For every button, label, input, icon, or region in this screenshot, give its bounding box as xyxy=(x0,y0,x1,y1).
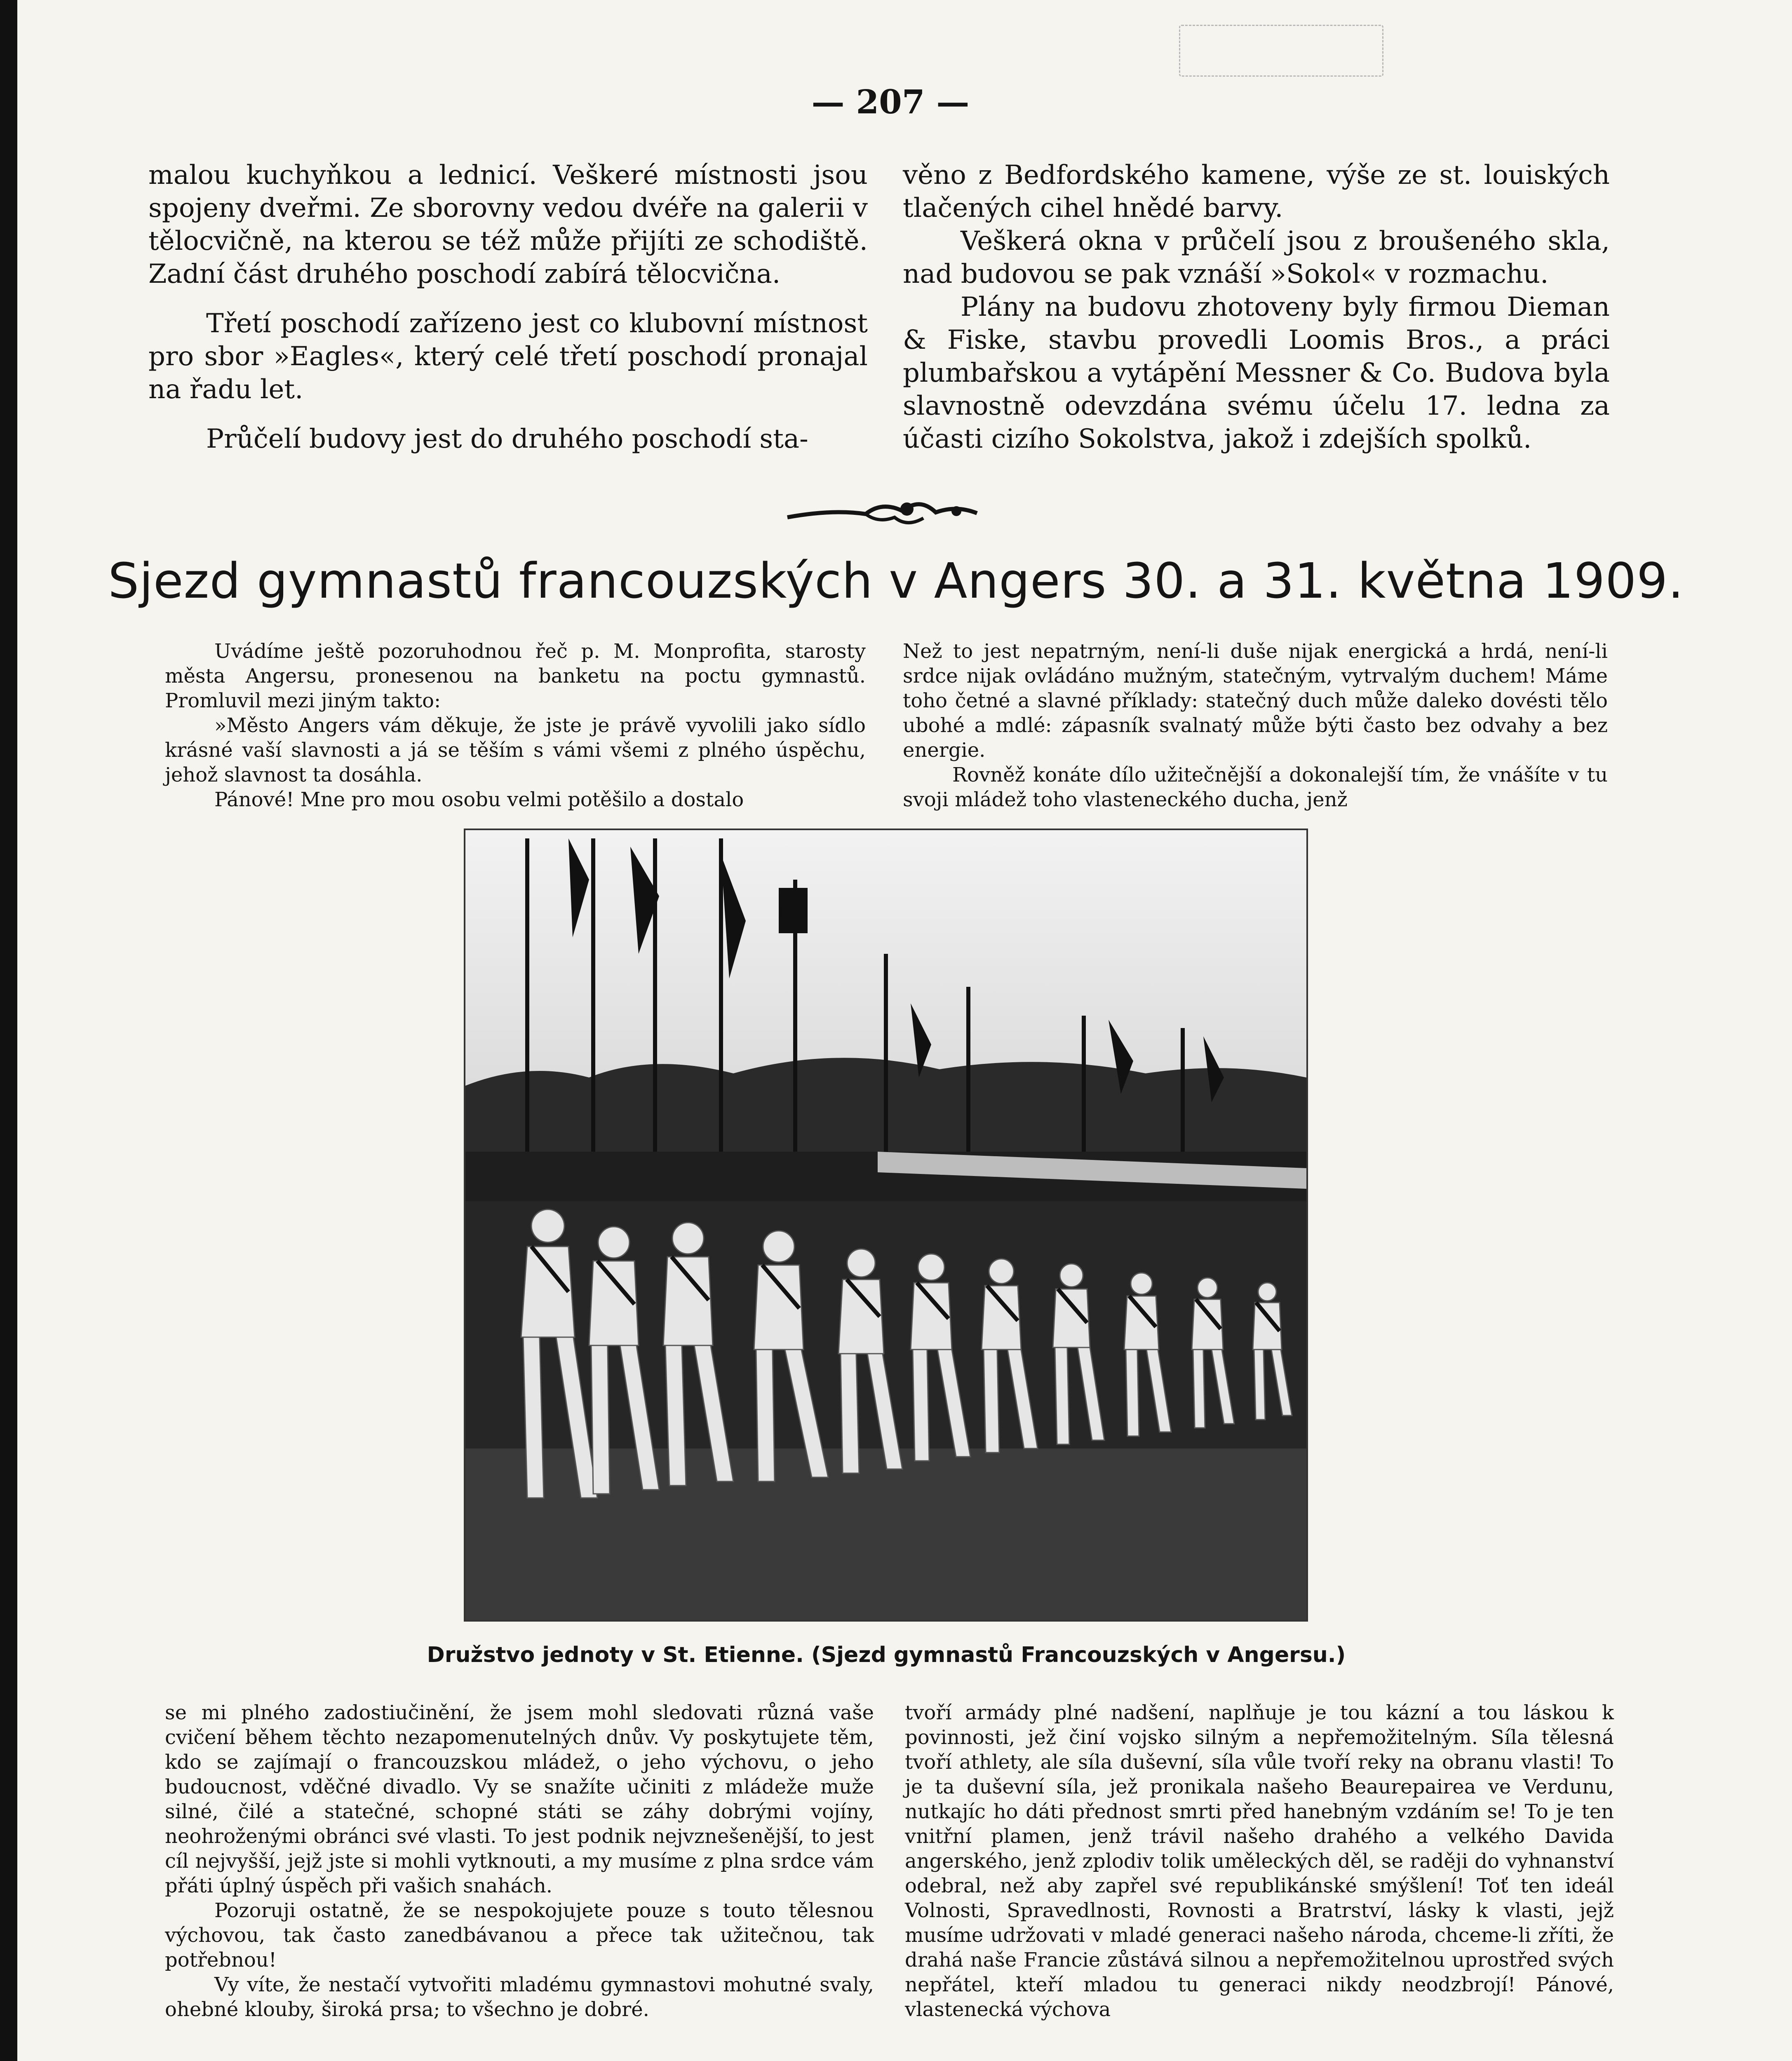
library-stamp xyxy=(1179,25,1383,77)
middle-left-column xyxy=(165,639,866,812)
paragraph: »Město Angers vám děkuje, že jste je právě vyvolili jako sídlo krásné vaší slavnosti a já se těším s vámi všemi z plného úspěchu, jehož slavnost ta dosáhla. xyxy=(165,714,866,786)
paragraph: malou kuchyňkou a lednicí. Veškeré místnosti jsou spojeny dveřmi. Ze sborovny vedou dvéře na galerii v tělocvičně, na kterou se též může přijíti ze schodiště. Zadní část druhého poschodí zabírá tělocvična. xyxy=(148,160,868,289)
photo-caption: Družstvo jednoty v St. Etienne. (Sjezd gymnastů Francouzských v Angersu.) xyxy=(427,1643,1346,1667)
article-headline: Sjezd gymnastů francouzských v Angers 30. a 31. května 1909. xyxy=(108,552,1684,609)
paragraph: Vy víte, že nestačí vytvořiti mladému gymnastovi mohutné svaly, ohebné klouby, široká prsa; to všechno je dobré. xyxy=(165,1973,874,2021)
bottom-left-column xyxy=(165,1700,874,2022)
paragraph: Než to jest nepatrným, není-li duše nijak energická a hrdá, není-li srdce nijak ovládáno mužným, statečným, vytrvalým duchem! Máme toho četné a slavné příklady: statečný duch může daleko dovésti tělo ubohé a mdlé: zápasník svalnatý může býti často bez odvahy a bez energie. xyxy=(903,640,1608,762)
gymnasts-photo xyxy=(464,829,1308,1622)
paragraph: Veškerá okna v průčelí jsou z broušeného skla, nad budovou se pak vznáší »Sokol« v rozmachu. xyxy=(903,226,1610,289)
bottom-right-column xyxy=(905,1700,1614,2022)
page-number: — 207 — xyxy=(811,82,970,121)
photo-illustration xyxy=(465,830,1306,1620)
paragraph: Rovněž konáte dílo užitečnější a dokonalejší tím, že vnášíte v tu svoji mládež toho vlasteneckého ducha, jenž xyxy=(903,763,1608,811)
scan-left-edge xyxy=(0,0,17,2061)
middle-right-column xyxy=(903,639,1608,812)
paragraph: Třetí poschodí zařízeno jest co klubovní místnost pro sbor »Eagles«, který celé třetí poschodí pronajal na řadu let. xyxy=(148,308,868,405)
paragraph: tvoří armády plné nadšení, naplňuje je tou kázní a tou láskou k povinnosti, jež činí vojsko silným a nepřemožitelným. Síla tělesná tvoří athlety, ale síla duševní, síla vůle tvoří reky na obranu vlasti! To je ta duševní síla, jež pronikala našeho Beaurepairea ve Verdunu, nutkajíc ho dáti přednost smrti před hanebným vzdáním se! To je ten vnitřní plamen, jenž trávil našeho drahého a velkého Davida angerského, jenž zplodiv tolik uměleckých děl, se raději do vyhnanství odebral, než aby zapřel své republikánské smýšlení! Toť ten ideál Volnosti, Spravedlnosti, Rovnosti a Bratrství, lásky k vlasti, jejž musíme udržovati v mladé generaci našeho národa, chceme-li zříti, že drahá naše Francie zůstává silnou a nepřemožitelnou uprostřed svých nepřátel, kteří mladou tu generaci nikdy neodzbrojí! Pánové, vlastenecká výchova xyxy=(905,1701,1614,2021)
paragraph: Plány na budovu zhotoveny byly firmou Dieman & Fiske, stavbu provedli Loomis Bros., a práci plumbařskou a vytápění Messner & Co. Budova byla slavnostně odevzdána svému účelu 17. ledna za účasti cizího Sokolstva, jakož i zdejších spolků. xyxy=(903,292,1610,454)
paragraph: se mi plného zadostiučinění, že jsem mohl sledovati různá vaše cvičení během těchto nezapomenutelných dnův. Vy poskytujete těm, kdo se zajímají o francouzskou mládež, o jeho výchovu, o jeho budoucnost, vděčné divadlo. Vy se snažíte učiniti z mládeže muže silné, čilé a statečné, schopné státi se záhy dobrými vojíny, neohroženými obránci své vlasti. To jest podnik nejvznešenější, to jest cíl nejvyšší, jejž jste si mohli vytknouti, a my musíme z plna srdce vám přáti úplný úspěch při vašich snahách. xyxy=(165,1701,874,1897)
paragraph: věno z Bedfordského kamene, výše ze st. louiských tlačených cihel hnědé barvy. xyxy=(903,160,1610,223)
paragraph: Průčelí budovy jest do druhého poschodí sta- xyxy=(206,424,808,454)
ornament-divider xyxy=(783,488,981,534)
top-right-column xyxy=(903,159,1610,455)
paragraph: Pozoruji ostatně, že se nespokojujete pouze s touto tělesnou výchovou, tak často zanedbávanou a přece tak užitečnou, tak potřebnou! xyxy=(165,1899,874,1972)
top-left-column xyxy=(148,159,868,455)
paragraph: Uvádíme ještě pozoruhodnou řeč p. M. Monprofita, starosty města Angersu, pronesenou na banketu na poctu gymnastů. Promluvil mezi jiným takto: xyxy=(165,640,866,712)
paragraph: Pánové! Mne pro mou osobu velmi potěšilo a dostalo xyxy=(214,788,744,811)
